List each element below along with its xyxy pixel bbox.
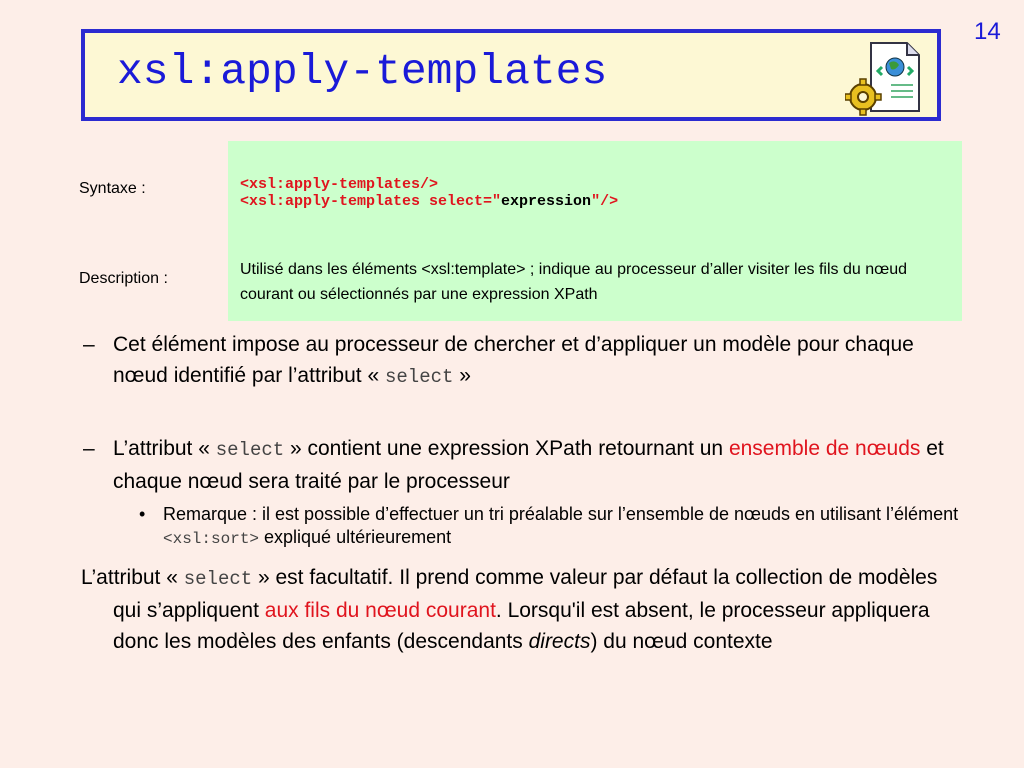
syntax-line-2: [240, 193, 618, 210]
para-text-d: ) du nœud contexte: [590, 630, 773, 653]
bullet-dash: –: [83, 437, 95, 460]
syntax-line-2-prefix: <xsl:apply-templates select=": [240, 193, 502, 210]
sub-bullet-dot: •: [139, 504, 146, 524]
bullet-2-text-c: et chaque nœud sera traité par le processeur: [113, 437, 944, 493]
bullet-2-text-b: » contient une expression XPath retournant un: [284, 437, 729, 460]
bullet-2: [83, 433, 973, 497]
syntax-expression-arg: expression: [501, 193, 592, 210]
bullet-1-code: select: [384, 366, 454, 388]
xml-document-gear-icon: [845, 41, 925, 117]
sub-bullet-text-a: Remarque : il est possible d’effectuer un tri préalable sur l’ensemble de nœuds en utilisant l’élément: [163, 504, 959, 524]
sub-bullet-code: <xsl:sort>: [163, 530, 260, 548]
sub-bullet: [139, 503, 963, 551]
bullet-2-code: select: [215, 439, 285, 461]
closing-paragraph: [81, 562, 961, 657]
para-text-a: L’attribut «: [81, 566, 184, 589]
bullet-1: [83, 329, 973, 393]
page-number: 14: [974, 18, 1001, 45]
sub-bullet-text-b: expliqué ultérieurement: [259, 527, 452, 547]
bullet-1-text-a: Cet élément impose au processeur de chercher et d’appliquer un modèle pour chaque nœud identifié par l’attribut «: [113, 333, 914, 387]
description-label: Description :: [79, 270, 168, 287]
para-text-b: » est facultatif. Il prend comme valeur par défaut la collection de modèles qui s’appliquent: [113, 566, 938, 622]
para-italic: directs: [528, 630, 591, 653]
slide-title: xsl:apply-templates: [117, 47, 608, 96]
bullet-2-text-a: L’attribut «: [113, 437, 216, 460]
para-highlight: aux fils du nœud courant: [264, 599, 496, 622]
syntax-line-2-suffix: "/>: [591, 193, 619, 210]
para-code: select: [183, 568, 253, 590]
bullet-2-highlight: ensemble de nœuds: [728, 437, 921, 460]
closing-paragraph-body: [81, 562, 961, 657]
title-box: [81, 29, 941, 121]
syntax-label: Syntaxe :: [79, 180, 146, 197]
bullet-dash: –: [83, 333, 95, 356]
para-text-c: . Lorsqu'il est absent, le processeur appliquera donc les modèles des enfants (descendants: [113, 599, 930, 653]
syntax-line-1: <xsl:apply-templates/>: [240, 176, 439, 193]
bullet-1-text-b: »: [453, 364, 471, 387]
description-text: Utilisé dans les éléments <xsl:template> ; indique au processeur d’aller visiter les fils du nœud courant ou sélectionnés par une expression XPath: [240, 261, 907, 303]
